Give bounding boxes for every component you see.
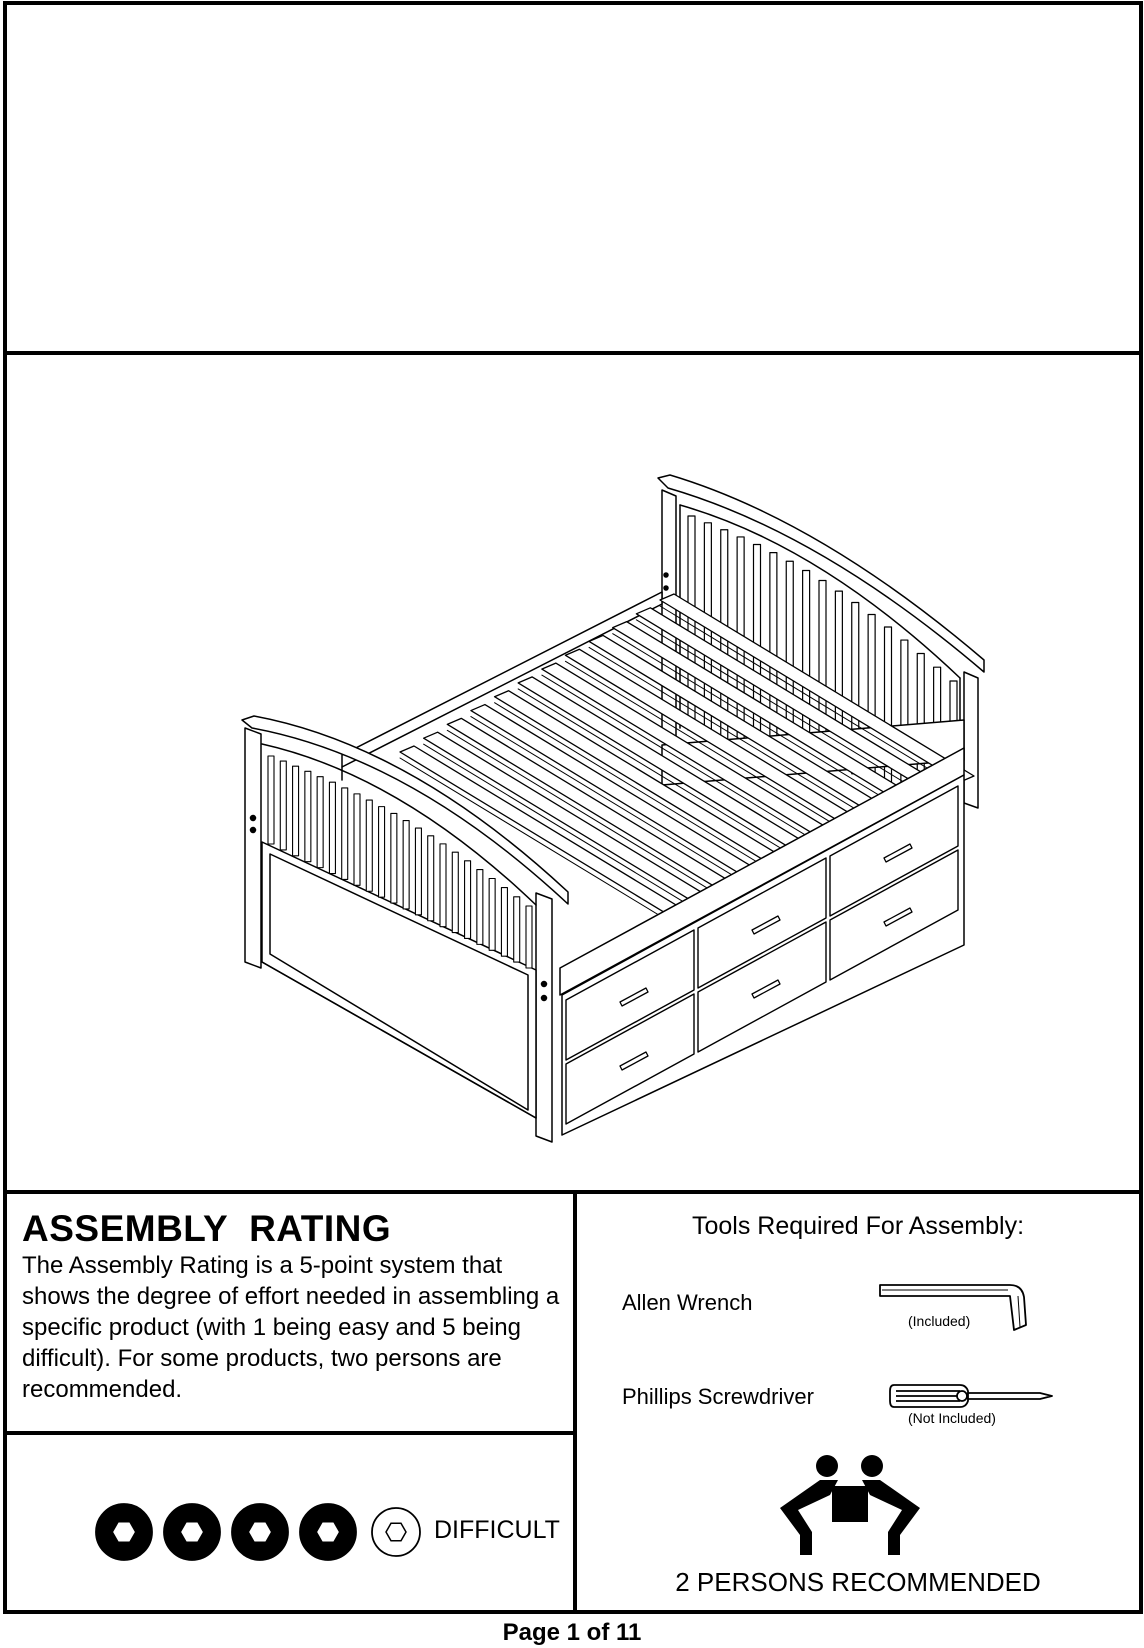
tool-allen-wrench-note: (Included)	[908, 1313, 971, 1329]
tool-screwdriver-name: Phillips Screwdriver	[622, 1384, 814, 1409]
tools-title: Tools Required For Assembly:	[691, 1212, 1025, 1240]
assembly-rating-title: ASSEMBLY RATING	[22, 1208, 392, 1249]
persons-recommended-label: 2 PERSONS RECOMMENDED	[675, 1567, 1041, 1597]
tool-screwdriver-note: (Not Included)	[908, 1410, 996, 1426]
page-number: Page 1 of 11	[502, 1619, 642, 1646]
assembly-rating-description: The Assembly Rating is a 5-point system that shows the degree of effort needed in assembling a specific product (with 1 being easy and 5 being difficult). For some products, two persons are recommended.	[22, 1252, 560, 1403]
difficulty-label: DIFFICULT	[434, 1516, 560, 1544]
tool-allen-wrench-name: Allen Wrench	[622, 1290, 753, 1315]
